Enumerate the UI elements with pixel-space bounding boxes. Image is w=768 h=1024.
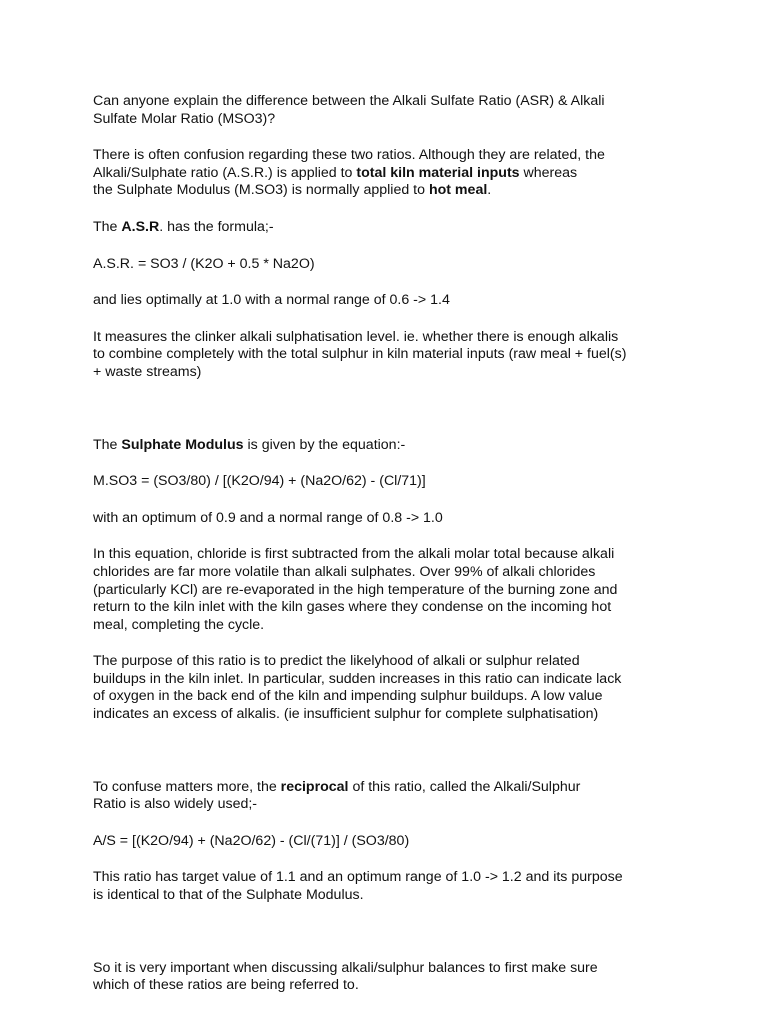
text-span: of this ratio, called the Alkali/Sulphur xyxy=(348,778,581,795)
text-line: indicates an excess of alkalis. (ie insufficient sulphur for complete sulphatisation) xyxy=(93,706,599,723)
text-line: to combine completely with the total sulphur in kiln material inputs (raw meal + fuel(s) xyxy=(93,346,627,363)
chloride-paragraph xyxy=(93,546,693,634)
text-span: . has the formula;- xyxy=(159,218,274,235)
text-line: Can anyone explain the difference between the Alkali Sulfate Ratio (ASR) & Alkali xyxy=(93,93,605,109)
as-target-paragraph xyxy=(93,869,693,904)
as-formula: A/S = [(K2O/94) + (Na2O/62) - (Cl/(71)] / (SO3/80) xyxy=(93,832,410,849)
text-line: return to the kiln inlet with the kiln gases where they condense on the incoming hot xyxy=(93,599,612,616)
text-line xyxy=(93,165,693,183)
asr-explanation-paragraph xyxy=(93,329,693,382)
text-span: . xyxy=(487,182,492,199)
text-span: is given by the equation:- xyxy=(243,436,406,453)
sulphate-modulus-intro-line xyxy=(93,437,693,455)
mso3-range-line: with an optimum of 0.9 and a normal range of 0.8 -> 1.0 xyxy=(93,509,443,526)
text-line: So it is very important when discussing alkali/sulphur balances to first make sure xyxy=(93,959,598,976)
text-line: meal, completing the cycle. xyxy=(93,616,265,633)
text-line: which of these ratios are being referred to. xyxy=(93,977,359,994)
text-line: This ratio has target value of 1.1 and an optimum range of 1.0 -> 1.2 and its purpose xyxy=(93,869,623,886)
text-line: In this equation, chloride is first subtracted from the alkali molar total because alkali xyxy=(93,546,615,563)
mso3-formula: M.SO3 = (SO3/80) / [(K2O/94) + (Na2O/62) - (Cl/71)] xyxy=(93,473,426,490)
text-line: is identical to that of the Sulphate Modulus. xyxy=(93,887,364,904)
purpose-paragraph xyxy=(93,653,693,723)
bold-text: A.S.R xyxy=(121,218,160,235)
text-line xyxy=(93,779,693,797)
text-line: The purpose of this ratio is to predict the likelyhood of alkali or sulphur related xyxy=(93,653,580,670)
intro-paragraph xyxy=(93,147,693,200)
text-span: The xyxy=(93,218,122,235)
text-line xyxy=(93,182,693,200)
text-span: whereas xyxy=(519,164,578,181)
text-line: buildups in the kiln inlet. In particular, sudden increases in this ratio can indicate lack xyxy=(93,670,622,687)
text-span: Alkali/Sulphate ratio (A.S.R.) is applied to xyxy=(93,164,357,181)
text-line: chlorides are far more volatile than alkali sulphates. Over 99% of alkali chlorides xyxy=(93,563,596,580)
reciprocal-paragraph xyxy=(93,779,693,814)
question-paragraph xyxy=(93,93,693,128)
document-body xyxy=(93,93,693,995)
text-span: The xyxy=(93,436,122,453)
text-span: the Sulphate Modulus (M.SO3) is normally applied to xyxy=(93,182,429,199)
bold-text: reciprocal xyxy=(280,778,349,795)
asr-formula: A.S.R. = SO3 / (K2O + 0.5 * Na2O) xyxy=(93,255,315,272)
asr-intro-line xyxy=(93,219,693,237)
text-line: It measures the clinker alkali sulphatisation level. ie. whether there is enough alkalis xyxy=(93,328,619,345)
text-span: To confuse matters more, the xyxy=(93,778,281,795)
bold-text: Sulphate Modulus xyxy=(121,436,244,453)
text-line: of oxygen in the back end of the kiln and impending sulphur buildups. A low value xyxy=(93,688,603,705)
bold-text: total kiln material inputs xyxy=(356,164,520,181)
text-line: + waste streams) xyxy=(93,363,202,380)
text-line: There is often confusion regarding these two ratios. Although they are related, the xyxy=(93,147,605,164)
conclusion-paragraph xyxy=(93,960,693,995)
text-line: Ratio is also widely used;- xyxy=(93,796,258,813)
bold-text: hot meal xyxy=(428,182,488,199)
text-line: (particularly KCl) are re-evaporated in the high temperature of the burning zone and xyxy=(93,581,618,598)
text-line: Sulfate Molar Ratio (MSO3)? xyxy=(93,110,276,127)
asr-range-line: and lies optimally at 1.0 with a normal range of 0.6 -> 1.4 xyxy=(93,292,450,309)
